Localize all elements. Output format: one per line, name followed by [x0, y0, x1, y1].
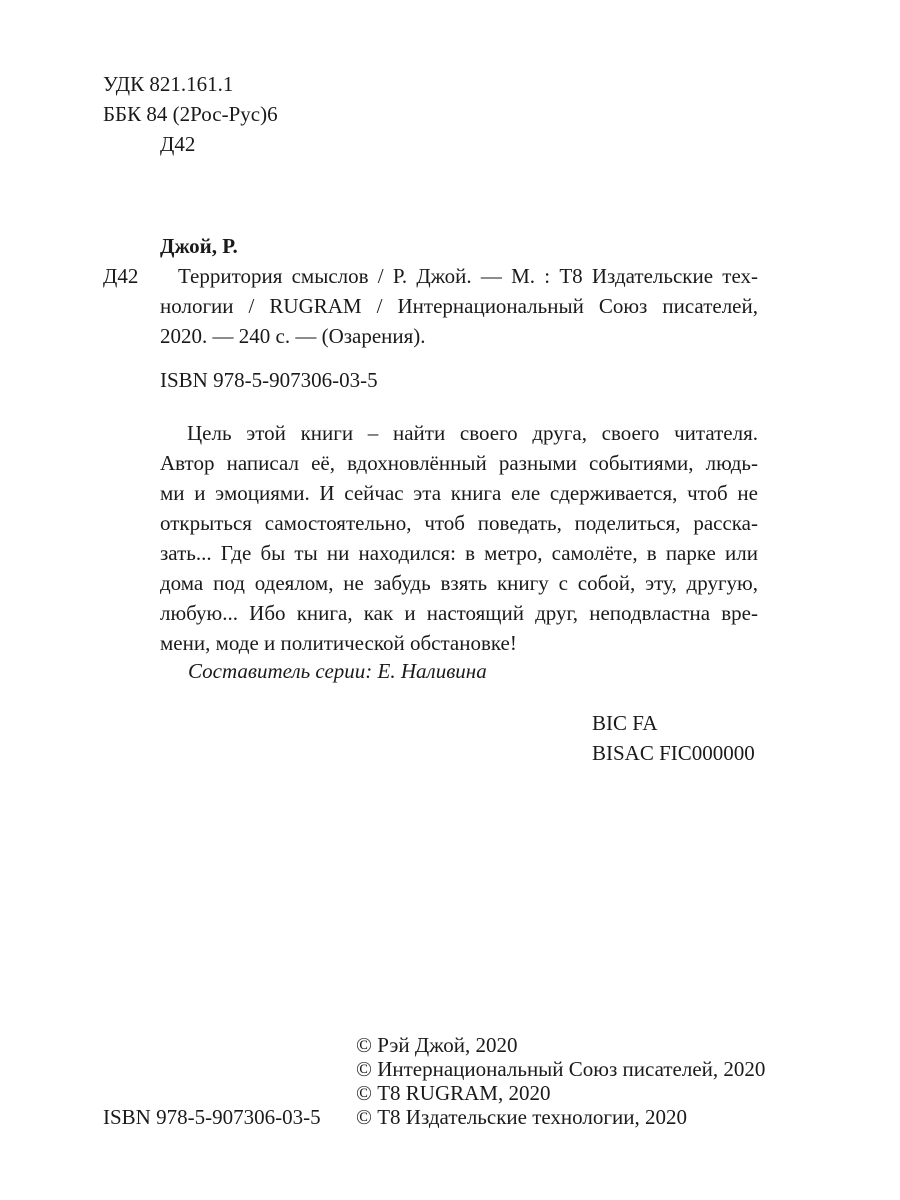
- author-heading: Джой, Р.: [160, 234, 238, 258]
- bic-code: BIC FA: [592, 711, 658, 735]
- isbn-record: ISBN 978-5-907306-03-5: [160, 368, 378, 392]
- copyright-line-4: © Т8 Издательские технологии, 2020: [356, 1105, 687, 1129]
- bbk-code: ББК 84 (2Рос-Рус)6: [103, 102, 278, 126]
- copyright-line-2: © Интернациональный Союз писателей, 2020: [356, 1057, 766, 1081]
- annotation-line-4: открыться самостоятельно, чтоб поведать, поделиться, расска-: [160, 511, 758, 535]
- annotation-line-5: зать... Где бы ты ни находился: в метро, самолёте, в парке или: [160, 541, 758, 565]
- annotation-line-3: ми и эмоциями. И сейчас эта книга еле сдерживается, чтоб не: [160, 481, 758, 505]
- bib-line-2: нологии / RUGRAM / Интернациональный Союз писателей,: [160, 294, 758, 318]
- isbn-footer: ISBN 978-5-907306-03-5: [103, 1105, 321, 1129]
- series-editor: Составитель серии: Е. Наливина: [188, 659, 487, 683]
- copyright-line-1: © Рэй Джой, 2020: [356, 1033, 518, 1057]
- bib-line-3: 2020. — 240 с. — (Озарения).: [160, 324, 426, 348]
- bisac-code: BISAC FIC000000: [592, 741, 755, 765]
- annotation-line-2: Автор написал её, вдохновлённый разными событиями, людь-: [160, 451, 758, 475]
- annotation-line-6: дома под одеялом, не забудь взять книгу с собой, эту, другую,: [160, 571, 758, 595]
- copyright-line-3: © Т8 RUGRAM, 2020: [356, 1081, 551, 1105]
- annotation-line-7: любую... Ибо книга, как и настоящий друг, неподвластна вре-: [160, 601, 758, 625]
- author-sign-record: Д42: [103, 264, 139, 288]
- udk-code: УДК 821.161.1: [103, 72, 234, 96]
- author-sign-top: Д42: [160, 132, 196, 156]
- annotation-line-8: мени, моде и политической обстановке!: [160, 631, 517, 655]
- bib-line-1: Территория смыслов / Р. Джой. — М. : Т8 Издательские тех-: [178, 264, 758, 288]
- annotation-line-1: Цель этой книги – найти своего друга, своего читателя.: [187, 421, 758, 445]
